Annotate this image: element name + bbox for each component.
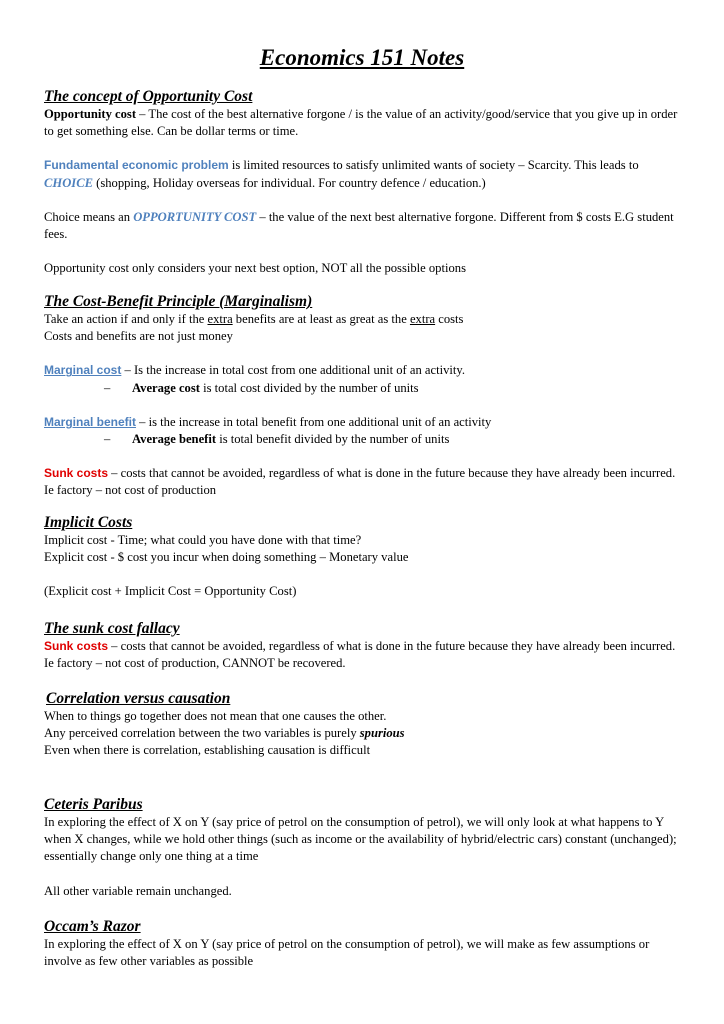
text: – The cost of the best alternative forgone / is the value of an activity/good/service that you give up in order to get something else. Can be dollar terms or time. [44, 107, 678, 139]
term-spurious: spurious [359, 726, 405, 741]
dash-bullet: – [104, 432, 111, 447]
page-title: Economics 151 Notes [259, 45, 465, 70]
underlined-word: extra [409, 312, 436, 326]
paragraph-sunk-costs [44, 465, 686, 499]
dash-bullet: – [104, 380, 111, 395]
section-heading: Implicit Costs [44, 514, 133, 531]
line-correlation-3: Even when there is correlation, establishing causation is difficult [44, 743, 371, 758]
line-not-money: Costs and benefits are not just money [44, 329, 233, 344]
term-average-cost: Average cost [132, 380, 200, 395]
section-cost-benefit [44, 293, 686, 500]
text: Choice means an [44, 209, 134, 224]
paragraph-ceteris-paribus: In exploring the effect of X on Y (say price of petrol on the consumption of petrol), we will only look at what happens to Y when X changes, while we hold other things (such as income or the availability of hybrid/electric cars) constant (unchanged); essentially change only one thing at a time [44, 815, 677, 864]
section-occams-razor [44, 918, 686, 970]
section-heading: The Cost-Benefit Principle (Marginalism) [44, 293, 313, 310]
text: – costs that cannot be avoided, regardless of what is done in the future because they have already been incurred. Ie factory – not cost of production [44, 466, 676, 498]
term-opportunity-cost: Opportunity cost [44, 107, 137, 121]
paragraph-choice [44, 209, 686, 243]
paragraph-marginal-cost [44, 362, 686, 379]
term-sunk-costs: Sunk costs [44, 639, 109, 653]
section-heading: Correlation versus causation [46, 690, 231, 707]
term-opportunity-cost-caps: OPPORTUNITY COST [133, 209, 257, 224]
paragraph-marginal-benefit [44, 414, 686, 431]
line-unchanged: All other variable remain unchanged. [44, 883, 232, 898]
text: Take an action if and only if the [44, 312, 208, 326]
line-equation: (Explicit cost + Implicit Cost = Opportunity Cost) [44, 584, 297, 599]
paragraph-opportunity-cost [44, 106, 686, 140]
text: – Is the increase in total cost from one additional unit of an activity. [121, 363, 466, 378]
text: (shopping, Holiday overseas for individual. For country defence / education.) [93, 175, 486, 190]
section-sunk-cost-fallacy [44, 620, 686, 672]
term-average-benefit: Average benefit [132, 432, 217, 447]
text: is total benefit divided by the number of units [216, 432, 450, 447]
line-take-action [44, 311, 686, 328]
section-heading: Ceteris Paribus [44, 796, 143, 813]
paragraph-next-best: Opportunity cost only considers your next best option, NOT all the possible options [44, 261, 466, 276]
text: is total cost divided by the number of units [199, 380, 419, 395]
line-explicit-cost: Explicit cost - $ cost you incur when doing something – Monetary value [44, 550, 409, 565]
line-correlation-2 [44, 725, 688, 742]
text: – is the increase in total benefit from one additional unit of an activity [136, 414, 492, 429]
section-heading: The sunk cost fallacy [44, 620, 180, 637]
section-implicit-costs [44, 514, 686, 601]
section-correlation [46, 690, 688, 760]
section-heading: The concept of Opportunity Cost [44, 88, 253, 105]
paragraph-sunk-costs [44, 638, 686, 672]
term-economic-problem: Fundamental economic problem [44, 158, 229, 173]
term-sunk-costs: Sunk costs [44, 466, 109, 481]
paragraph-occams-razor: In exploring the effect of X on Y (say price of petrol on the consumption of petrol), we will make as few assumptions or involve as few other variables as possible [44, 937, 650, 969]
text: benefits are at least as great as the [232, 312, 410, 326]
underlined-word: extra [207, 312, 233, 326]
bullet-average-benefit [44, 431, 686, 448]
term-choice: CHOICE [44, 175, 93, 190]
text: Any perceived correlation between the two variables is purely [44, 726, 360, 741]
section-ceteris-paribus [44, 796, 686, 900]
term-marginal-cost: Marginal cost [44, 363, 122, 378]
term-marginal-benefit: Marginal benefit [44, 414, 137, 429]
text: – costs that cannot be avoided, regardless of what is done in the future because they have already been incurred. Ie factory – not cost of production, CANNOT be recovered. [44, 639, 676, 671]
section-opportunity-cost [44, 88, 686, 277]
text: is limited resources to satisfy unlimited wants of society – Scarcity. This leads to [228, 158, 639, 173]
line-implicit-cost: Implicit cost - Time; what could you have done with that time? [44, 533, 362, 547]
text: – the value of the next best alternative forgone. Different from $ costs E.G student fees. [44, 209, 674, 242]
paragraph-economic-problem [44, 157, 686, 191]
line-correlation-1: When to things go together does not mean that one causes the other. [44, 709, 387, 723]
bullet-average-cost [44, 380, 686, 397]
text: costs [435, 312, 464, 326]
section-heading: Occam’s Razor [44, 918, 141, 935]
